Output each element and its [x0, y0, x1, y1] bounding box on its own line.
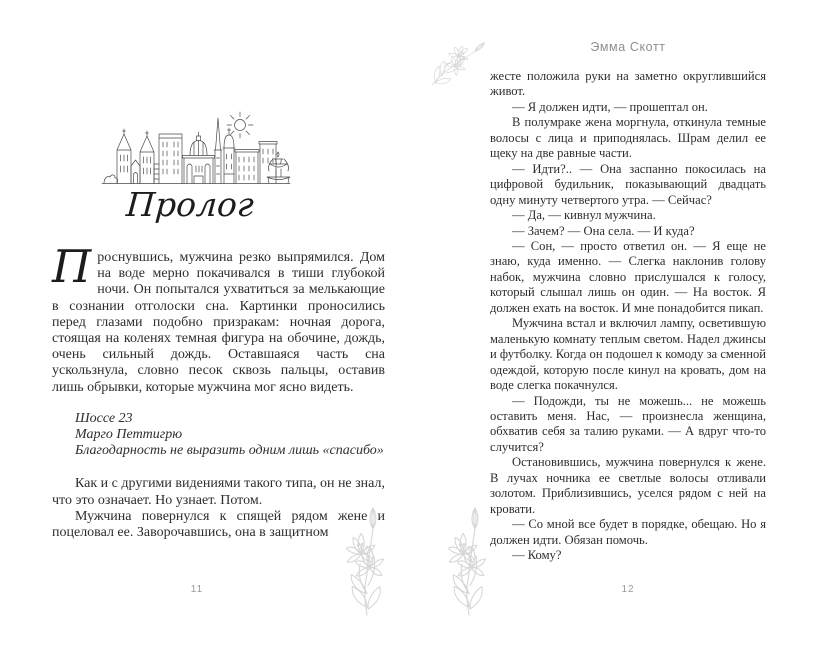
- paragraph: — Подожди, ты не можешь... не можешь оставить меня. Нас, — произнесла женщина, обхватив себя за талию руками. — А вдруг что-то случится?: [490, 393, 766, 454]
- drop-cap: П: [52, 240, 92, 293]
- right-page-text: [490, 69, 766, 564]
- epigraph-line: Благодарность не выразить одним лишь «спасибо»: [75, 443, 384, 459]
- sun-icon: [235, 120, 246, 131]
- running-header-author: Эмма Скотт: [590, 40, 666, 54]
- city-skyline-illustration: [100, 108, 292, 188]
- epigraph-line: Шоссе 23: [75, 410, 133, 426]
- paragraph: Мужчина встал и включил лампу, осветившую маленькую комнату теплым светом. Надел джинсы и футболку. Когда он подошел к комоду за сменной одеждой, которую после кинул на кровать, дом на воде слегка покачнулся.: [490, 316, 766, 393]
- paragraph: — Со мной все будет в порядке, обещаю. Но я должен идти. Обязан помочь.: [490, 517, 766, 547]
- lily-flower-illustration: [336, 503, 402, 617]
- lily-flower-illustration: [438, 503, 504, 617]
- paragraph: Остановившись, мужчина повернулся к жене. В лучах ночника ее светлые волосы отливали золотом. Приблизившись, уселся рядом с ней на кровати.: [490, 455, 766, 516]
- paragraph: — Кому?: [512, 548, 562, 563]
- page-number-left: 11: [190, 584, 204, 595]
- chapter-title: Пролог: [124, 185, 256, 224]
- paragraph: Мужчина повернулся к спящей рядом жене и поцеловал ее. Заворочавшись, она в защитном: [52, 508, 385, 541]
- paragraph: В полумраке жена моргнула, откинула темные волосы с лица и приподнялась. Шрам делил ее щеку на две равные части.: [490, 115, 766, 161]
- page-number-right: 12: [621, 584, 635, 595]
- paragraph: — Идти?.. — Она заспанно покосилась на цифровой будильник, показывающий двадцать одну минуту четвертого утра. — Сейчас?: [490, 161, 766, 207]
- paragraph: Как и с другими видениями такого типа, он не знал, что это означает. Но узнает. Потом.: [52, 476, 385, 508]
- left-page-text: [52, 240, 385, 541]
- epigraph-line: Марго Петтигрю: [75, 427, 183, 443]
- paragraph: — Зачем? — Она села. — И куда?: [512, 223, 695, 238]
- paragraph: — Да, — кивнул мужчина.: [512, 208, 656, 223]
- paragraph: — Я должен идти, — прошептал он.: [512, 99, 708, 114]
- opening-paragraph: Проснувшись, мужчина резко выпрямился. Дом на воде мерно покачивался в тиши глубокой ночи. Он попытался ухватиться за мелькающие в сознании отголоски сна. Картинки проносились перед глазами подобно призракам: ночная дорога, стоящая на коленях темная фигура на обочине, дождь, очень сильный дождь. Оставшаяся часть сна ускользнула, словно песок сквозь пальцы, оставив лишь обрывки, которые мужчина мог ясно видеть.: [52, 240, 385, 395]
- paragraph: жесте положила руки на заметно округлившийся живот.: [490, 69, 766, 99]
- paragraph: — Сон, — просто ответил он. — Я еще не знаю, куда именно. — Слегка наклонив голову набок, мужчина словно прислушался к голосу, который слышал лишь он один. — На восток. Я должен ехать на восток. И мне понадобится пикап.: [490, 238, 766, 315]
